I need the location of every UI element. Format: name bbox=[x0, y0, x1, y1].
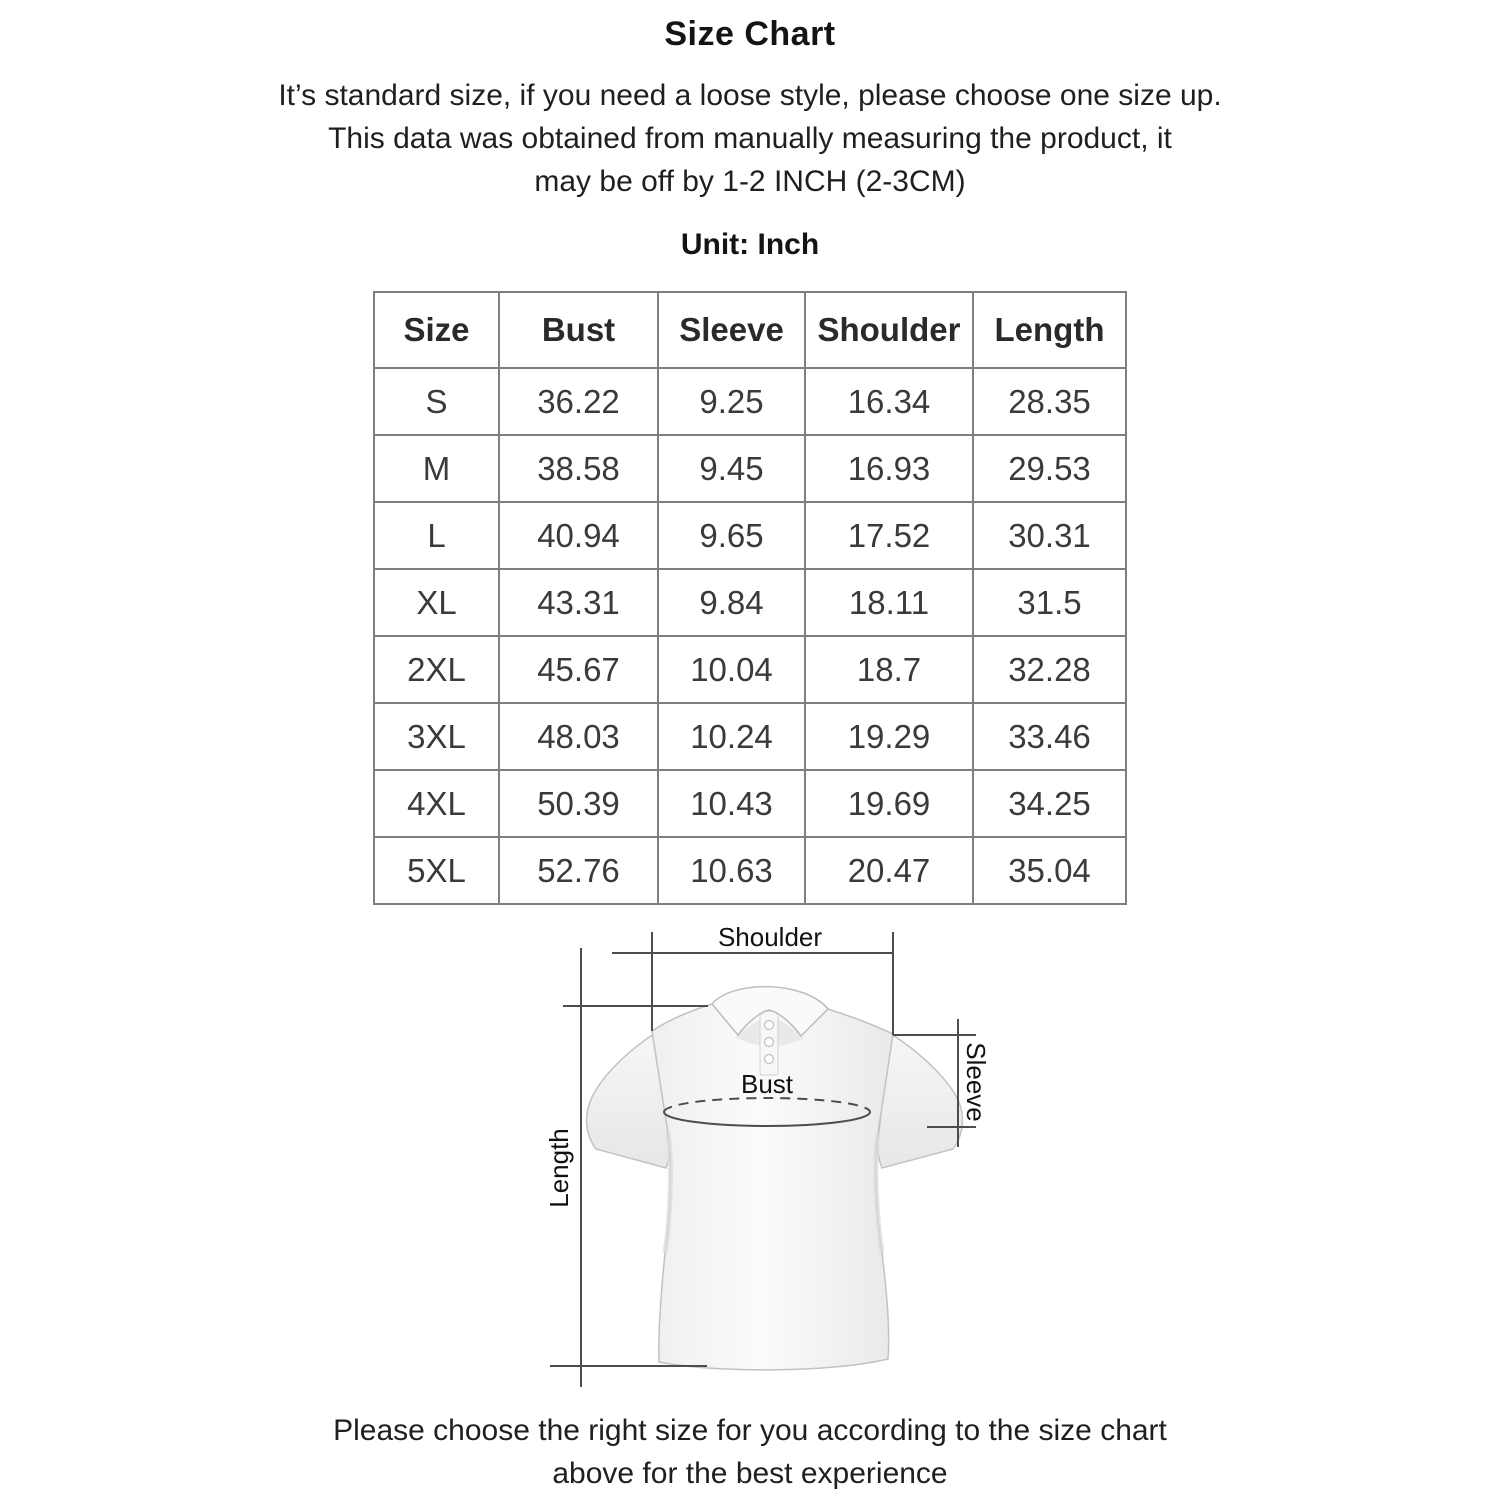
shoulder-cell: 18.11 bbox=[805, 569, 973, 636]
measurement-diagram bbox=[530, 915, 1090, 1395]
page-title: Size Chart bbox=[664, 15, 836, 53]
table-row bbox=[374, 703, 1126, 770]
length-cell: 29.53 bbox=[973, 435, 1126, 502]
size-cell: L bbox=[374, 502, 499, 569]
shoulder-cell: 16.93 bbox=[805, 435, 973, 502]
table-row bbox=[374, 502, 1126, 569]
length-cell: 35.04 bbox=[973, 837, 1126, 904]
bust-cell: 43.31 bbox=[499, 569, 658, 636]
sleeve-cell: 9.45 bbox=[658, 435, 805, 502]
size-note-line: It’s standard size, if you need a loose style, please choose one size up. bbox=[278, 79, 1222, 112]
shoulder-cell: 16.34 bbox=[805, 368, 973, 435]
bust-cell: 52.76 bbox=[499, 837, 658, 904]
sleeve-cell: 9.84 bbox=[658, 569, 805, 636]
size-cell: 5XL bbox=[374, 837, 499, 904]
sleeve-cell: 10.24 bbox=[658, 703, 805, 770]
column-header-shoulder: Shoulder bbox=[805, 292, 973, 368]
size-cell: 4XL bbox=[374, 770, 499, 837]
footer-note-line: above for the best experience bbox=[552, 1457, 948, 1490]
column-header-length: Length bbox=[973, 292, 1126, 368]
column-header-sleeve: Sleeve bbox=[658, 292, 805, 368]
shoulder-cell: 20.47 bbox=[805, 837, 973, 904]
size-note-line: This data was obtained from manually measuring the product, it bbox=[328, 122, 1172, 155]
sleeve-cell: 10.04 bbox=[658, 636, 805, 703]
length-cell: 32.28 bbox=[973, 636, 1126, 703]
size-cell: 3XL bbox=[374, 703, 499, 770]
bust-cell: 38.58 bbox=[499, 435, 658, 502]
button bbox=[765, 1055, 774, 1064]
size-table bbox=[373, 291, 1127, 905]
bust-cell: 36.22 bbox=[499, 368, 658, 435]
length-cell: 30.31 bbox=[973, 502, 1126, 569]
button bbox=[765, 1038, 774, 1047]
bust-label: Bust bbox=[740, 1069, 794, 1099]
footer-note bbox=[0, 1409, 1500, 1495]
size-cell: S bbox=[374, 368, 499, 435]
footer-note-line: Please choose the right size for you according to the size chart bbox=[333, 1414, 1167, 1447]
size-cell: 2XL bbox=[374, 636, 499, 703]
sleeve-label: Sleeve bbox=[961, 1042, 991, 1122]
shoulder-cell: 17.52 bbox=[805, 502, 973, 569]
bust-cell: 45.67 bbox=[499, 636, 658, 703]
table-row bbox=[374, 770, 1126, 837]
size-cell: XL bbox=[374, 569, 499, 636]
sleeve-cell: 10.43 bbox=[658, 770, 805, 837]
table-row bbox=[374, 569, 1126, 636]
shoulder-cell: 19.69 bbox=[805, 770, 973, 837]
shirt-diagram-svg bbox=[530, 915, 1090, 1395]
length-label: Length bbox=[544, 1128, 574, 1208]
table-row bbox=[374, 368, 1126, 435]
shoulder-label: Shoulder bbox=[717, 922, 823, 952]
unit-label: Unit: Inch bbox=[680, 228, 820, 261]
length-cell: 31.5 bbox=[973, 569, 1126, 636]
length-cell: 33.46 bbox=[973, 703, 1126, 770]
bust-cell: 40.94 bbox=[499, 502, 658, 569]
polo-shirt-illustration bbox=[587, 987, 963, 1370]
sleeve-cell: 9.25 bbox=[658, 368, 805, 435]
table-row bbox=[374, 636, 1126, 703]
bust-cell: 50.39 bbox=[499, 770, 658, 837]
bust-cell: 48.03 bbox=[499, 703, 658, 770]
table-header-row bbox=[374, 292, 1126, 368]
column-header-bust: Bust bbox=[499, 292, 658, 368]
size-cell: M bbox=[374, 435, 499, 502]
shoulder-cell: 18.7 bbox=[805, 636, 973, 703]
button bbox=[765, 1021, 774, 1030]
table-row bbox=[374, 435, 1126, 502]
column-header-size: Size bbox=[374, 292, 499, 368]
length-cell: 34.25 bbox=[973, 770, 1126, 837]
length-cell: 28.35 bbox=[973, 368, 1126, 435]
size-note bbox=[0, 74, 1500, 203]
size-note-line: may be off by 1-2 INCH (2-3CM) bbox=[534, 165, 966, 198]
table-row bbox=[374, 837, 1126, 904]
sleeve-cell: 9.65 bbox=[658, 502, 805, 569]
sleeve-cell: 10.63 bbox=[658, 837, 805, 904]
shoulder-cell: 19.29 bbox=[805, 703, 973, 770]
